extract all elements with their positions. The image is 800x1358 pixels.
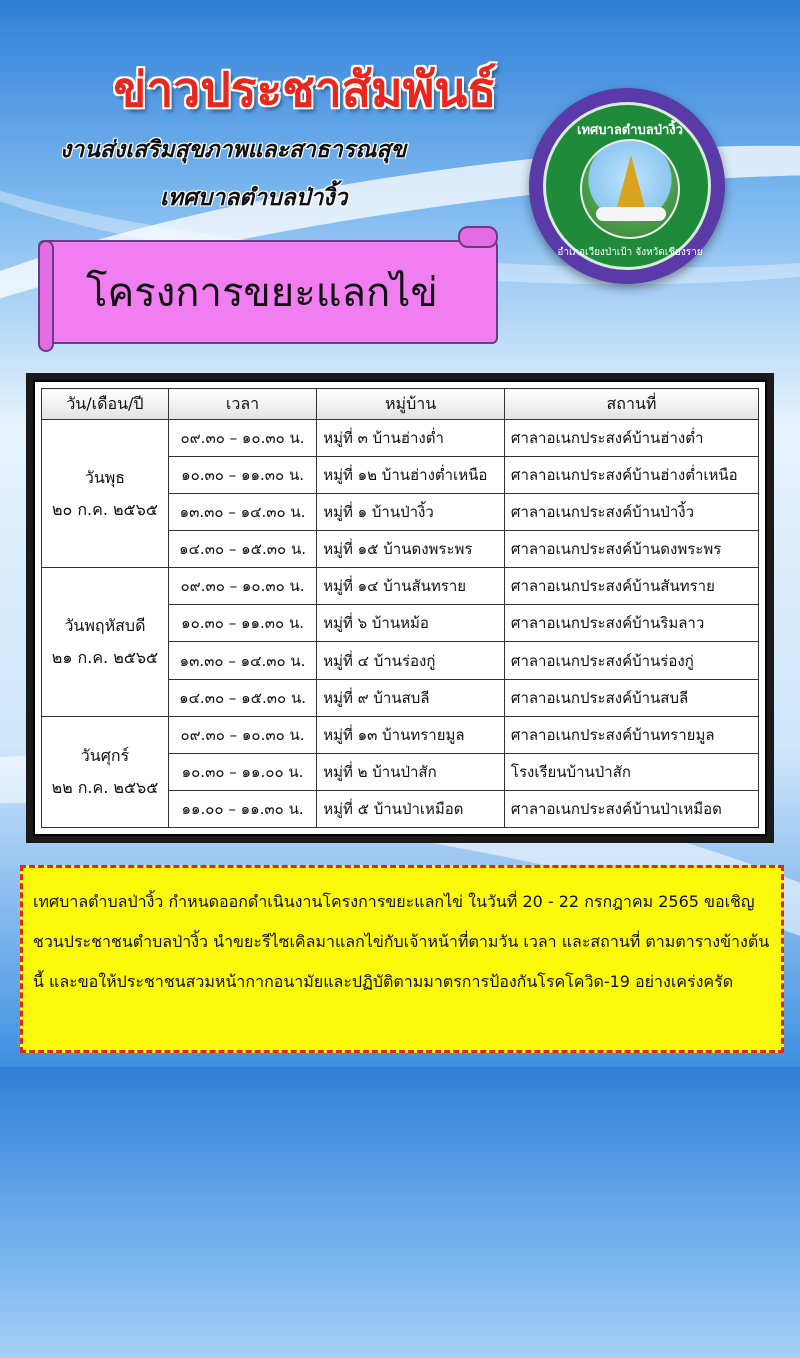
pagoda-icon xyxy=(616,155,646,211)
village-cell: หมู่ที่ ๑๒ บ้านฮ่างต่ำเหนือ xyxy=(317,457,505,494)
schedule-panel xyxy=(33,380,767,836)
village-cell: หมู่ที่ ๑๕ บ้านดงพระพร xyxy=(317,531,505,568)
village-cell: หมู่ที่ ๔ บ้านร่องกู่ xyxy=(317,642,505,679)
date-cell xyxy=(42,420,169,568)
municipality-logo xyxy=(529,88,725,284)
place-cell: ศาลาอเนกประสงค์บ้านป่าเหมือด xyxy=(504,790,758,827)
handshake-icon xyxy=(596,207,666,221)
time-cell: ๑๑.๐๐ – ๑๑.๓๐ น. xyxy=(168,790,316,827)
banner-title: โครงการขยะแลกไข่ xyxy=(86,270,438,316)
table-row xyxy=(42,716,759,753)
time-cell: ๑๐.๓๐ – ๑๑.๓๐ น. xyxy=(168,457,316,494)
date-cell xyxy=(42,716,169,827)
time-cell: ๑๔.๓๐ – ๑๕.๓๐ น. xyxy=(168,679,316,716)
time-cell: ๑๐.๓๐ – ๑๑.๓๐ น. xyxy=(168,605,316,642)
village-cell: หมู่ที่ ๓ บ้านฮ่างต่ำ xyxy=(317,420,505,457)
table-header-row xyxy=(42,389,759,420)
time-cell: ๑๓.๓๐ – ๑๔.๓๐ น. xyxy=(168,642,316,679)
announcement-box xyxy=(20,865,784,1053)
time-cell: ๑๐.๓๐ – ๑๑.๐๐ น. xyxy=(168,753,316,790)
table-row xyxy=(42,420,759,457)
place-cell: ศาลาอเนกประสงค์บ้านป่างิ้ว xyxy=(504,494,758,531)
banner-scroll-roll xyxy=(38,240,54,352)
subtitle-municipality: เทศบาลตำบลป่างิ้ว xyxy=(160,185,348,211)
logo-text-top: เทศบาลตำบลป่างิ้ว xyxy=(577,123,683,138)
project-banner xyxy=(38,226,498,352)
place-cell: ศาลาอเนกประสงค์บ้านทรายมูล xyxy=(504,716,758,753)
date-cell xyxy=(42,568,169,716)
day-name: วันพุธ xyxy=(84,467,126,487)
banner-scroll-roll xyxy=(458,226,498,248)
place-cell: ศาลาอเนกประสงค์บ้านฮ่างต่ำ xyxy=(504,420,758,457)
time-cell: ๑๔.๓๐ – ๑๕.๓๐ น. xyxy=(168,531,316,568)
village-cell: หมู่ที่ ๙ บ้านสบลี xyxy=(317,679,505,716)
time-cell: ๐๙.๓๐ – ๑๐.๓๐ น. xyxy=(168,716,316,753)
date-value: ๒๒ ก.ค. ๒๕๖๕ xyxy=(51,777,159,797)
place-cell: โรงเรียนบ้านป่าสัก xyxy=(504,753,758,790)
place-cell: ศาลาอเนกประสงค์บ้านสันทราย xyxy=(504,568,758,605)
village-cell: หมู่ที่ ๒ บ้านป่าสัก xyxy=(317,753,505,790)
header-time: เวลา xyxy=(168,389,316,420)
place-cell: ศาลาอเนกประสงค์บ้านสบลี xyxy=(504,679,758,716)
place-cell: ศาลาอเนกประสงค์บ้านดงพระพร xyxy=(504,531,758,568)
logo-ring xyxy=(543,102,711,270)
header-place: สถานที่ xyxy=(504,389,758,420)
logo-text-bottom: อำเภอเวียงป่าเป้า จังหวัดเชียงราย xyxy=(557,247,703,258)
place-cell: ศาลาอเนกประสงค์บ้านฮ่างต่ำเหนือ xyxy=(504,457,758,494)
village-cell: หมู่ที่ ๑๔ บ้านสันทราย xyxy=(317,568,505,605)
header-village: หมู่บ้าน xyxy=(317,389,505,420)
place-cell: ศาลาอเนกประสงค์บ้านริมลาว xyxy=(504,605,758,642)
logo-emblem xyxy=(580,139,680,239)
date-value: ๒๐ ก.ค. ๒๕๖๕ xyxy=(51,499,158,519)
time-cell: ๐๙.๓๐ – ๑๐.๓๐ น. xyxy=(168,568,316,605)
header-date: วัน/เดือน/ปี xyxy=(42,389,169,420)
village-cell: หมู่ที่ ๖ บ้านหม้อ xyxy=(317,605,505,642)
place-cell: ศาลาอเนกประสงค์บ้านร่องกู่ xyxy=(504,642,758,679)
announcement-text: เทศบาลตำบลป่างิ้ว กำหนดออกดำเนินงานโครงการขยะแลกไข่ ในวันที่ 20 - 22 กรกฎาคม 2565 ขอเชิญชวนประชาชนตำบลป่างิ้ว นำขยะรีไซเคิลมาแลกไข่กับเจ้าหน้าที่ตามวัน เวลา และสถานที่ ตามตารางข้างต้นนี้ และขอให้ประชาชนสวมหน้ากากอนามัยและปฏิบัติตามมาตรการป้องกันโรคโควิด-19 อย่างเคร่งครัด xyxy=(33,892,770,991)
page-title: ข่าวประชาสัมพันธ์ xyxy=(113,62,497,118)
village-cell: หมู่ที่ ๑ บ้านป่างิ้ว xyxy=(317,494,505,531)
time-cell: ๑๓.๓๐ – ๑๔.๓๐ น. xyxy=(168,494,316,531)
date-value: ๒๑ ก.ค. ๒๕๖๕ xyxy=(51,647,159,667)
day-name: วันศุกร์ xyxy=(80,745,130,765)
village-cell: หมู่ที่ ๑๓ บ้านทรายมูล xyxy=(317,716,505,753)
village-cell: หมู่ที่ ๕ บ้านป่าเหมือด xyxy=(317,790,505,827)
day-name: วันพฤหัสบดี xyxy=(64,615,146,635)
time-cell: ๐๙.๓๐ – ๑๐.๓๐ น. xyxy=(168,420,316,457)
subtitle-department: งานส่งเสริมสุขภาพและสาธารณสุข xyxy=(60,137,407,163)
schedule-frame xyxy=(26,373,774,843)
table-row xyxy=(42,568,759,605)
schedule-table xyxy=(41,388,759,828)
